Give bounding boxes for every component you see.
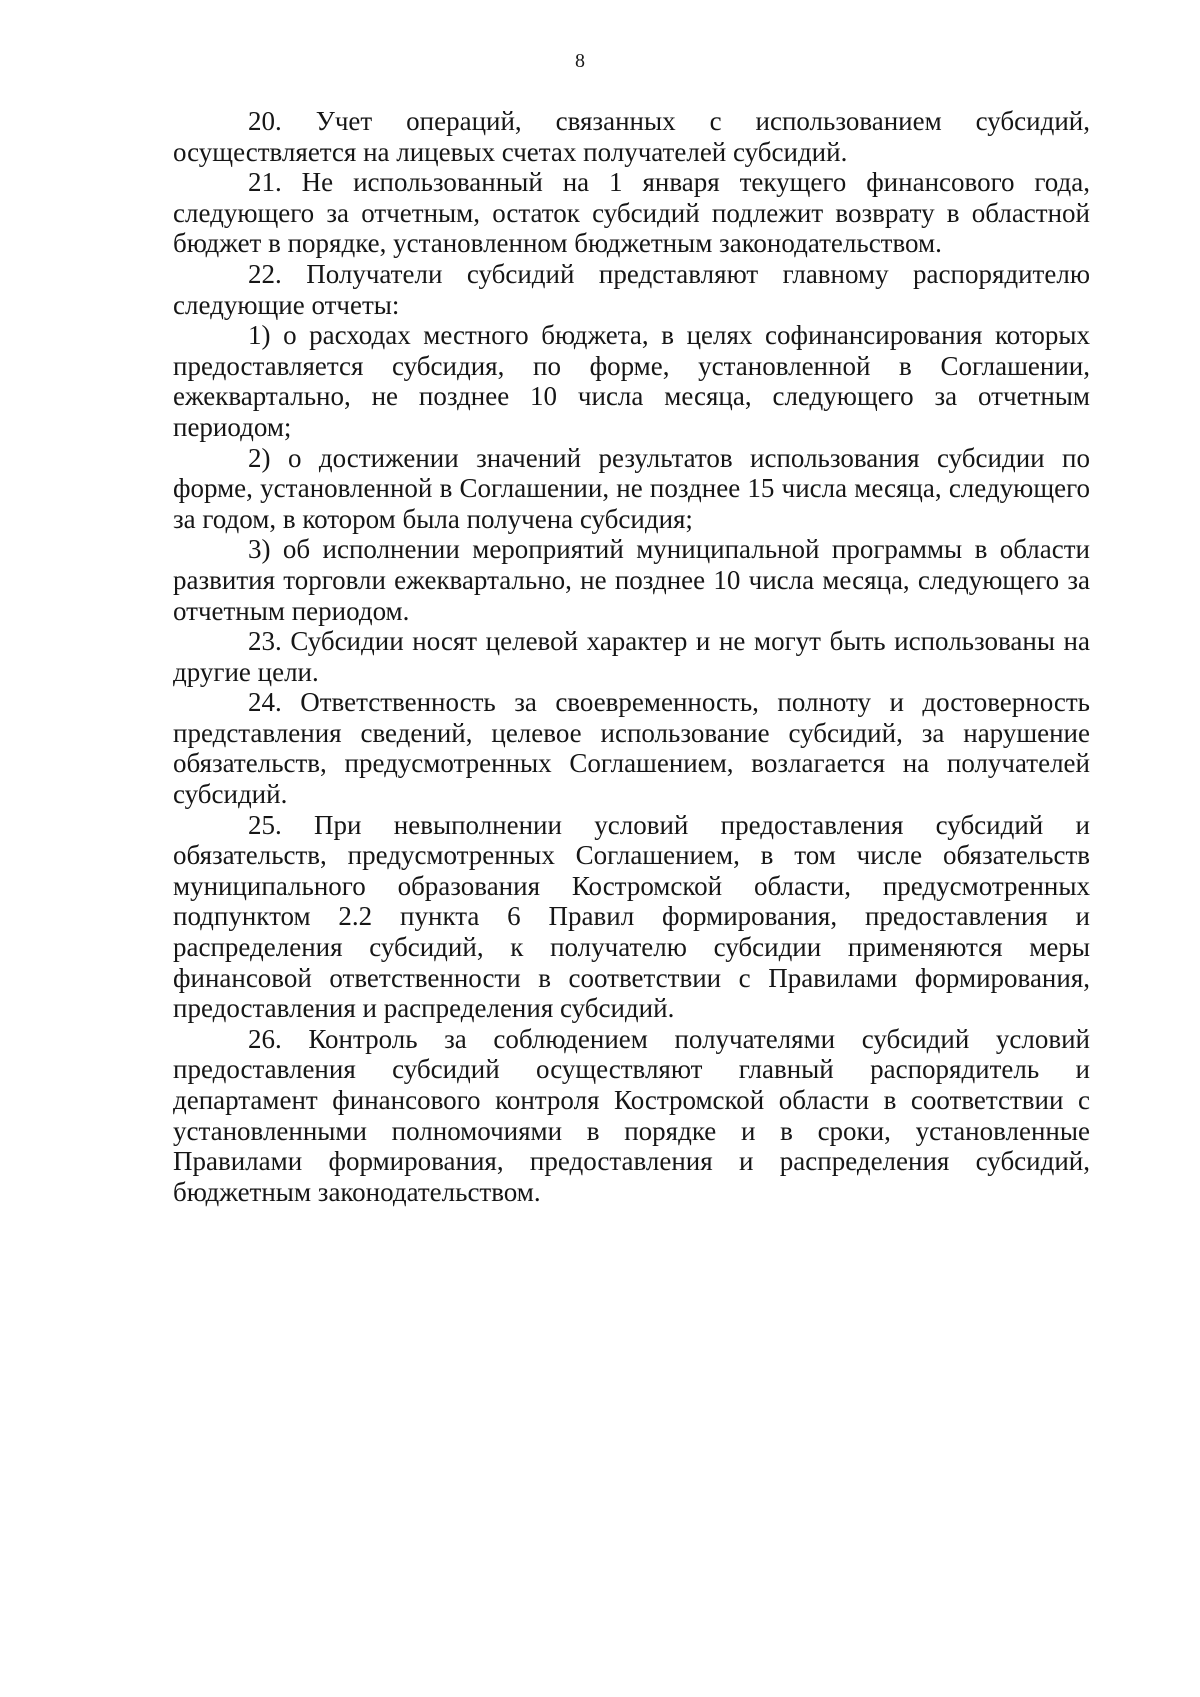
paragraph-21: 21. Не использованный на 1 января текущего финансового года, следующего за отчетным, остаток субсидий подлежит возврату в областной бюджет в порядке, установленном бюджетным законодательством. <box>173 167 1090 259</box>
paragraph-22-item-3: 3) об исполнении мероприятий муниципальной программы в области развития торговли ежеквартально, не позднее 10 числа месяца, следующего за отчетным периодом. <box>173 534 1090 626</box>
paragraph-22-item-2: 2) о достижении значений результатов использования субсидии по форме, установленной в Соглашении, не позднее 15 числа месяца, следующего за годом, в котором была получена субсидия; <box>173 442 1090 534</box>
paragraph-22-item-1: 1) о расходах местного бюджета, в целях софинансирования которых предоставляется субсидия, по форме, установленной в Соглашении, ежеквартально, не позднее 10 числа месяца, следующего за отчетным периодом; <box>173 320 1090 442</box>
paragraph-26: 26. Контроль за соблюдением получателями субсидий условий предоставления субсидий осуществляют главный распорядитель и департамент финансового контроля Костромской области в соответствии с установленными полномочиями в порядке и в сроки, установленные Правилами формирования, предоставления и распределения субсидий, бюджетным законодательством. <box>173 1023 1090 1207</box>
paragraph-23: 23. Субсидии носят целевой характер и не могут быть использованы на другие цели. <box>173 626 1090 687</box>
paragraph-25: 25. При невыполнении условий предоставления субсидий и обязательств, предусмотренных Соглашением, в том числе обязательств муниципального образования Костромской области, предусмотренных подпунктом 2.2 пункта 6 Правил формирования, предоставления и распределения субсидий, к получателю субсидии применяются меры финансовой ответственности в соответствии с Правилами формирования, предоставления и распределения субсидий. <box>173 809 1090 1024</box>
paragraph-24: 24. Ответственность за своевременность, полноту и достоверность представления сведений, целевое использование субсидий, за нарушение обязательств, предусмотренных Соглашением, возлагается на получателей субсидий. <box>173 687 1090 810</box>
page-number: 8 <box>575 50 585 72</box>
document-body <box>173 106 1090 1207</box>
paragraph-20: 20. Учет операций, связанных с использованием субсидий, осуществляется на лицевых счетах получателей субсидий. <box>173 106 1090 167</box>
paragraph-22: 22. Получатели субсидий представляют главному распорядителю следующие отчеты: <box>173 258 1090 320</box>
